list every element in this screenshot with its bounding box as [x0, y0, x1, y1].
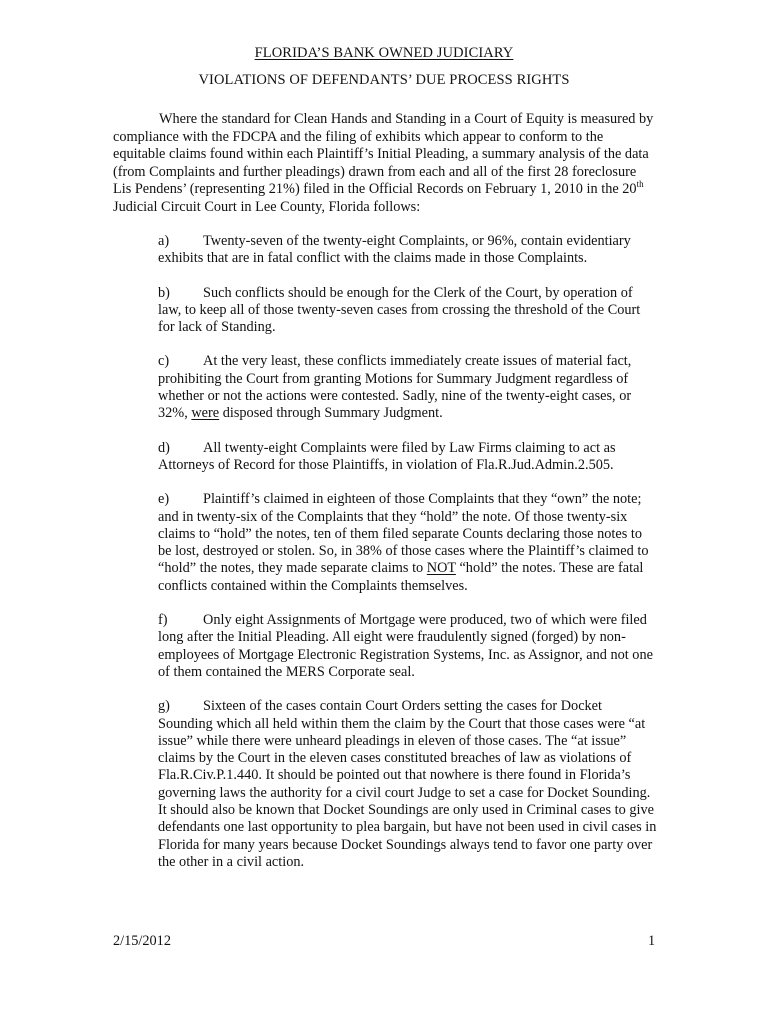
document-subtitle: VIOLATIONS OF DEFENDANTS’ DUE PROCESS RIGHTS [198, 72, 570, 88]
list-item [158, 285, 658, 337]
list-item [158, 612, 658, 681]
item-text-end: “hold” the notes. These are fatal conflicts contained within the Complaints themselves. [158, 560, 644, 594]
document-title: FLORIDA’S BANK OWNED JUDICIARY [254, 45, 514, 61]
list-item [158, 353, 658, 422]
list-item [158, 440, 658, 475]
list-item [158, 233, 658, 268]
item-emphasis: were [191, 405, 220, 422]
item-text: Twenty-seven of the twenty-eight Complaints, or 96%, contain evidentiary exhibits that are in fatal conflict with the claims made in those Complaints. [158, 233, 631, 267]
page-number: 1 [648, 933, 656, 949]
list-item [158, 491, 658, 595]
intro-text-end: Judicial Circuit Court in Lee County, Florida follows: [113, 198, 421, 215]
item-text: Only eight Assignments of Mortgage were produced, two of which were filed long after the Initial Pleading. All eight were fraudulently signed (forged) by non-employees of Mortgage Electronic Registration Systems, Inc. as Assignor, and not one of them contained the MERS Corporate seal. [158, 612, 653, 680]
ordinal-suffix: th [636, 179, 644, 190]
item-text: Such conflicts should be enough for the Clerk of the Court, by operation of law, to keep all of those twenty-seven cases from crossing the threshold of the Court for lack of Standing. [158, 284, 641, 336]
item-label: a) [158, 233, 170, 249]
item-label: b) [158, 284, 170, 301]
item-text: Sixteen of the cases contain Court Orders setting the cases for Docket Sounding which all held within them the claim by the Court that those cases were “at issue” while there were unheard pleadings in eleven of those cases. The “at issue” claims by the Court in the eleven cases constituted breaches of law as violations of Fla.R.Civ.P.1.440. It should be pointed out that nowhere is there found in Florida’s governing laws the authority for a civil court Judge to set a case for Docket Sounding. It should also be known that Docket Soundings are only used in Criminal cases to give defendants one last opportunity to plea bargain, but have not been used in civil cases in Florida for many years because Docket Soundings always tend to favor one party over the other in a civil action. [158, 698, 657, 870]
item-text: At the very least, these conflicts immediately create issues of material fact, prohibiting the Court from granting Motions for Summary Judgment regardless of whether or not the actions were contested. Sadly, nine of the twenty-eight cases, or 32%, [158, 353, 632, 422]
item-text: All twenty-eight Complaints were filed by Law Firms claiming to act as Attorneys of Record for those Plaintiffs, in violation of Fla.R.Jud.Admin.2.505. [158, 439, 616, 473]
footer-date: 2/15/2012 [113, 933, 171, 949]
intro-text: Where the standard for Clean Hands and Standing in a Court of Equity is measured by compliance with the FDCPA and the filing of exhibits which appear to conform to the equitable claims found within each Plaintiff’s Initial Pleading, a summary analysis of the data (from Complaints and further pleadings) drawn from each and all of the first 28 foreclosure Lis Pendens’ (representing 21%) filed in the Official Records on February 1, 2010 in the 20 [113, 111, 654, 198]
item-label: g) [158, 698, 170, 715]
item-text: Plaintiff’s claimed in eighteen of those Complaints that they “own” the note; and in twenty-six of the Complaints that they “hold” the note. Of those twenty-six claims to “hold” the notes, ten of them filed separate Counts declaring those notes to be lost, destroyed or stolen. So, in 38% of those cases where the Plaintiff’s claimed to “hold” the notes, they made separate claims to [158, 491, 649, 577]
item-text-end: disposed through Summary Judgment. [219, 405, 443, 422]
intro-paragraph [113, 111, 658, 217]
item-label: c) [158, 353, 170, 370]
list-item [158, 698, 658, 871]
findings-list [158, 233, 658, 888]
item-emphasis: NOT [426, 560, 456, 577]
item-label: f) [158, 612, 168, 629]
item-label: e) [158, 491, 170, 508]
item-label: d) [158, 439, 170, 456]
